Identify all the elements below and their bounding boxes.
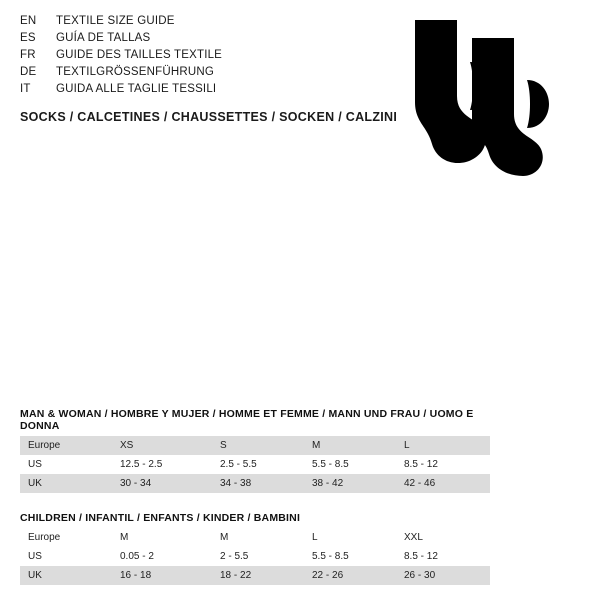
table-cell: XS xyxy=(112,436,212,455)
table-cell: Europe xyxy=(20,528,112,547)
language-row xyxy=(20,66,420,83)
language-code: ES xyxy=(20,32,36,44)
table-cell: US xyxy=(20,547,112,566)
language-text: GUIDE DES TAILLES TEXTILE xyxy=(56,49,223,61)
table-row xyxy=(20,528,490,547)
table-cell: 5.5 - 8.5 xyxy=(304,547,396,566)
table-row xyxy=(20,455,490,474)
table-cell: S xyxy=(212,436,304,455)
language-text: GUIDA ALLE TAGLIE TESSILI xyxy=(56,83,217,95)
table-row xyxy=(20,547,490,566)
language-row xyxy=(20,83,420,100)
table-cell: 34 - 38 xyxy=(212,474,304,493)
table-cell: 42 - 46 xyxy=(396,474,490,493)
table-cell: 2.5 - 5.5 xyxy=(212,455,304,474)
product-title: SOCKS / CALCETINES / CHAUSSETTES / SOCKEN / CALZINI xyxy=(20,110,398,124)
socks-icon xyxy=(400,18,580,178)
table-row xyxy=(20,436,490,455)
language-text: GUÍA DE TALLAS xyxy=(56,32,151,44)
language-text: TEXTILE SIZE GUIDE xyxy=(56,15,175,27)
children-table-block xyxy=(20,512,490,585)
language-code: EN xyxy=(20,15,37,27)
table-cell: 8.5 - 12 xyxy=(396,547,490,566)
table-cell: M xyxy=(304,436,396,455)
table-cell: 26 - 30 xyxy=(396,566,490,585)
language-row xyxy=(20,49,420,66)
table-row xyxy=(20,566,490,585)
table-cell: L xyxy=(396,436,490,455)
language-list xyxy=(20,15,420,100)
table-cell: 2 - 5.5 xyxy=(212,547,304,566)
table-cell: UK xyxy=(20,474,112,493)
table-row xyxy=(20,474,490,493)
table-cell: US xyxy=(20,455,112,474)
table-cell: UK xyxy=(20,566,112,585)
table-cell: 8.5 - 12 xyxy=(396,455,490,474)
table-cell: 12.5 - 2.5 xyxy=(112,455,212,474)
table-cell: M xyxy=(212,528,304,547)
table-cell: L xyxy=(304,528,396,547)
table-cell: XXL xyxy=(396,528,490,547)
language-row xyxy=(20,15,420,32)
table-cell: 38 - 42 xyxy=(304,474,396,493)
language-row xyxy=(20,32,420,49)
table-cell: 22 - 26 xyxy=(304,566,396,585)
table-cell: 30 - 34 xyxy=(112,474,212,493)
table-cell: 5.5 - 8.5 xyxy=(304,455,396,474)
table-cell: M xyxy=(112,528,212,547)
table-cell: Europe xyxy=(20,436,112,455)
language-code: FR xyxy=(20,49,36,61)
language-code: DE xyxy=(20,66,37,78)
table-caption: MAN & WOMAN / HOMBRE Y MUJER / HOMME ET FEMME / MANN UND FRAU / UOMO E DONNA xyxy=(20,408,474,432)
table-cell: 16 - 18 xyxy=(112,566,212,585)
table-cell: 0.05 - 2 xyxy=(112,547,212,566)
man-woman-size-table xyxy=(20,436,490,493)
children-size-table xyxy=(20,528,490,585)
table-caption: CHILDREN / INFANTIL / ENFANTS / KINDER / BAMBINI xyxy=(20,512,301,524)
table-cell: 18 - 22 xyxy=(212,566,304,585)
man-woman-table-block xyxy=(20,408,490,493)
language-code: IT xyxy=(20,83,31,95)
language-text: TEXTILGRÖSSENFÜHRUNG xyxy=(56,66,214,78)
